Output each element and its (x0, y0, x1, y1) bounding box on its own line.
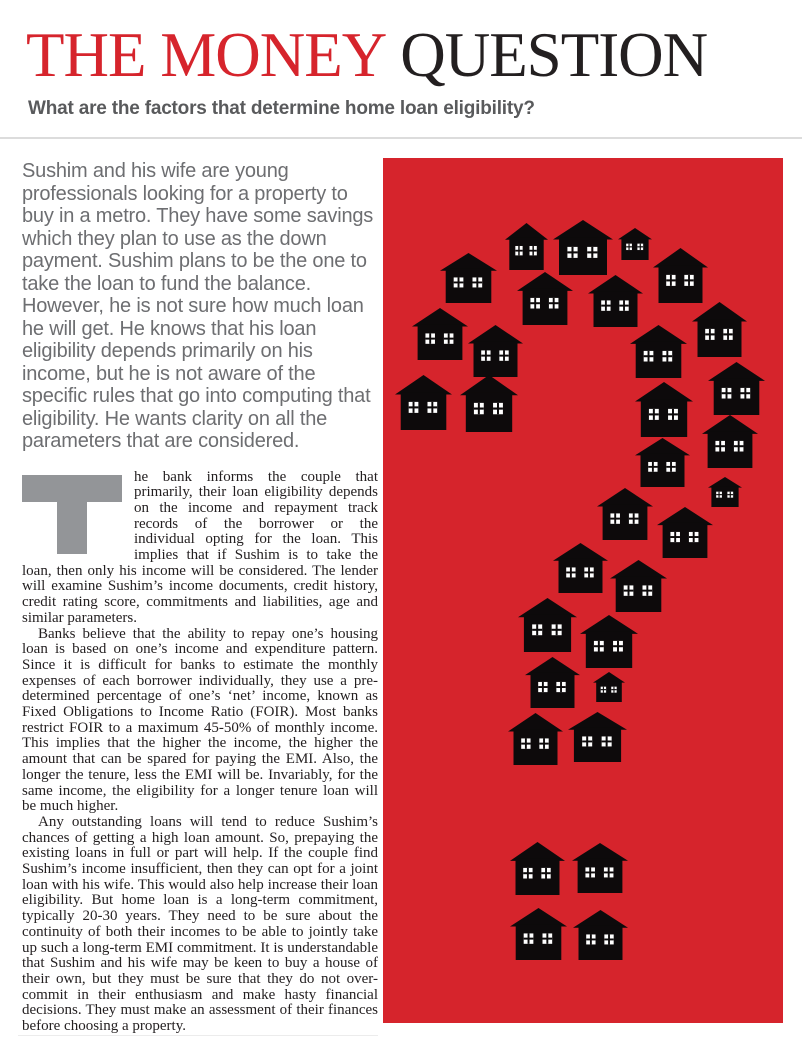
house-icon (702, 415, 758, 468)
drop-cap (22, 475, 122, 554)
house-icon (525, 657, 580, 708)
header-divider (0, 137, 802, 139)
house-icon (510, 908, 567, 960)
house-icon (518, 598, 577, 652)
house-icon (692, 302, 747, 357)
house-icon (708, 362, 765, 415)
article-subtitle: What are the factors that determine home loan eligibility? (28, 98, 535, 120)
page-title-red-part: THE MONEY (26, 20, 387, 90)
body-paragraph-2: Banks believe that the ability to repay one’s housing loan is based on one’s income and expenditure pattern. Since it is difficult for banks to estimate the monthly expenses of each borrower individually, they use a pre-determined percentage of one’s ‘net’ income, known as Fixed Obligations to Income Ratio (FOIR). Most banks restrict FOIR to a maximum 45-50% of monthly income. This implies that the higher the income, the higher the amount that can be spared for paying the EMI. Also, the longer the tenure, less the EMI will be. Invariably, for the same income, the eligibility for a longer tenure loan will be much higher. (22, 625, 378, 815)
house-icon (510, 842, 565, 895)
house-icon (505, 223, 548, 270)
house-icon (593, 672, 625, 702)
house-icon (553, 543, 608, 593)
house-icon (508, 713, 563, 765)
house-icon (588, 275, 643, 327)
masthead (26, 22, 786, 120)
house-icon (610, 560, 667, 612)
house-icon (635, 382, 693, 437)
house-icon (708, 477, 742, 507)
house-icon (635, 438, 690, 487)
intro-paragraph: Sushim and his wife are young professionals looking for a property to buy in a metro. They have some savings which they plan to use as the down payment. Sushim plans to be the one to take the loan to fund the balance. However, he is not sure how much loan he will get. He knows that his loan eligibility depends primarily on his income, but he is not aware of the specific rules that go into computing that eligibility. He wants clarity on all the parameters that are considered. (22, 160, 374, 452)
house-icon (573, 910, 628, 960)
drop-cap-stem (57, 475, 87, 554)
house-icon (630, 325, 687, 378)
house-icon (412, 308, 468, 360)
page-title-dark-part: QUESTION (400, 20, 708, 90)
house-icon (395, 375, 452, 430)
house-icon (653, 248, 708, 303)
body-paragraph-1 (22, 470, 378, 627)
body-paragraph-1-text: he bank informs the couple that primarily, their loan eligibility depends on the income and repayment track records of the borrower or the individual opting for the loan. This implies that if Sushim is to take the loan, then only his income will be considered. The lender will examine Sushim’s income documents, credit history, credit rating score, commitments and liabilities, age and similar parameters. (22, 468, 378, 626)
house-icon (468, 325, 523, 377)
page-title (26, 22, 786, 88)
house-icon (572, 843, 628, 893)
house-icon (553, 220, 613, 275)
article-column (22, 160, 378, 1035)
question-mark-illustration (383, 158, 783, 1023)
footer-divider (18, 1035, 378, 1036)
house-icon (568, 712, 627, 762)
house-icon (460, 375, 518, 432)
article-body (22, 470, 378, 1035)
house-icon (657, 507, 713, 558)
body-paragraph-3: Any outstanding loans will tend to reduce Sushim’s chances of getting a high loan amount. So, prepaying the existing loans in full or part will help. If the couple find Sushim’s income insufficient, then they can opt for a joint loan with his wife. This would also help increase their loan eligibility. But home loan is a long-term commitment, typically 20-30 years. They need to be sure about the continuity of both their incomes to be able to jointly take up such a long-term EMI commitment. It is understandable that Sushim and his wife may be keen to buy a house of their own, but they must be sure that they do not over-commit in their enthusiasm and make hasty financial decisions. They must make an assessment of their finances before choosing a property. (22, 813, 378, 1035)
house-icon (517, 272, 573, 325)
house-icon (580, 615, 638, 668)
house-icon (440, 253, 497, 303)
house-icon (597, 488, 653, 540)
house-icon (618, 228, 652, 260)
